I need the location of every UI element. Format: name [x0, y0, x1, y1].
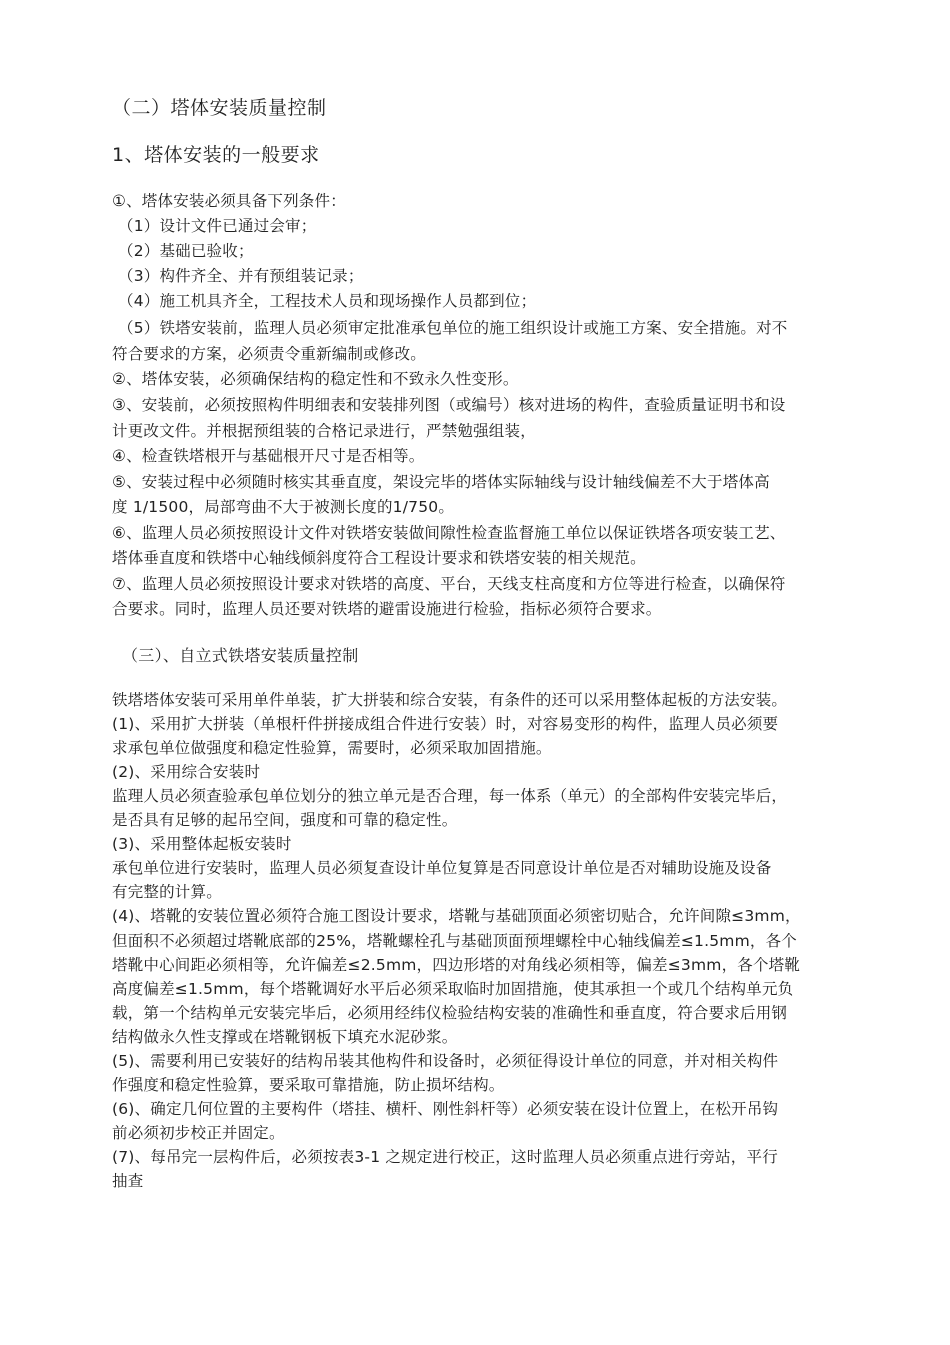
body-line: 前必须初步校正并固定。	[112, 1124, 285, 1142]
body-line: 有完整的计算。	[112, 883, 222, 901]
body-line: 但面积不必须超过塔靴底部的25%，塔靴螺栓孔与基础顶面预埋螺栓中心轴线偏差≤1.5mm，各个	[112, 932, 797, 950]
body-line: (7)、每吊完一层构件后，必须按表3-1 之规定进行校正，这时监理人员必须重点进行旁站，平行	[112, 1148, 778, 1166]
section-title-tower-installation-quality: （二）塔体安装质量控制	[112, 97, 327, 119]
body-line: (5)、需要利用已安装好的结构吊装其他构件和设备时，必须征得设计单位的同意，并对相关构件	[112, 1052, 779, 1070]
body-line: ②、塔体安装，必须确保结构的稳定性和不致永久性变形。	[112, 370, 519, 388]
body-line: 铁塔塔体安装可采用单件单装，扩大拼装和综合安装，有条件的还可以采用整体起板的方法安装。	[112, 691, 788, 709]
body-line: ③、安装前，必须按照构件明细表和安装排列图（或编号）核对进场的构件，查验质量证明书和设	[112, 396, 786, 414]
body-line: 塔靴中心间距必须相等，允许偏差≤2.5mm，四边形塔的对角线必须相等，偏差≤3mm，各个塔靴	[112, 956, 801, 974]
body-line: ⑦、监理人员必须按照设计要求对铁塔的高度、平台，天线支柱高度和方位等进行检查，以确保符	[112, 575, 786, 593]
body-line: （2）基础已验收；	[118, 242, 254, 260]
body-line: ⑤、安装过程中必须随时核实其垂直度，架设完毕的塔体实际轴线与设计轴线偏差不大于塔体高	[112, 473, 770, 491]
body-line: （4）施工机具齐全，工程技术人员和现场操作人员都到位；	[118, 292, 537, 310]
body-line: 计更改文件。并根据预组装的合格记录进行，严禁勉强组装，	[112, 422, 536, 440]
body-line: 度 1/1500，局部弯曲不大于被测长度的1/750。	[112, 498, 455, 516]
body-line: 结构做永久性支撑或在塔靴钢板下填充水泥砂浆。	[112, 1028, 458, 1046]
body-line: 是否具有足够的起吊空间，强度和可靠的稳定性。	[112, 811, 458, 829]
body-line: 求承包单位做强度和稳定性验算，需要时，必须采取加固措施。	[112, 739, 552, 757]
body-line: ①、塔体安装必须具备下列条件：	[112, 192, 346, 210]
body-line: （1）设计文件已通过会审；	[118, 217, 317, 235]
body-line: 符合要求的方案，必须责令重新编制或修改。	[112, 345, 427, 363]
body-line: 塔体垂直度和铁塔中心轴线倾斜度符合工程设计要求和铁塔安装的相关规范。	[112, 549, 646, 567]
body-line: ⑥、监理人员必须按照设计文件对铁塔安装做间隙性检查监督施工单位以保证铁塔各项安装工艺、	[112, 524, 786, 542]
subsection-title-general-requirements: 1、塔体安装的一般要求	[112, 144, 320, 166]
body-line: (4)、塔靴的安装位置必须符合施工图设计要求，塔靴与基础顶面必须密切贴合，允许间隙≤3mm，	[112, 907, 801, 925]
body-line: 合要求。同时，监理人员还要对铁塔的避雷设施进行检验，指标必须符合要求。	[112, 600, 662, 618]
body-line: ④、检查铁塔根开与基础根开尺寸是否相等。	[112, 447, 425, 465]
body-line: (3)、采用整体起板安装时	[112, 835, 292, 853]
body-line: (6)、确定几何位置的主要构件（塔挂、横杆、刚性斜杆等）必须安装在设计位置上，在松开吊钩	[112, 1100, 779, 1118]
body-line: 承包单位进行安装时，监理人员必须复查设计单位复算是否同意设计单位是否对辅助设施及设备	[112, 859, 772, 877]
body-line: (1)、采用扩大拼装（单根杆件拼接成组合件进行安装）时，对容易变形的构件，监理人员必须要	[112, 715, 779, 733]
body-line: (2)、采用综合安装时	[112, 763, 261, 781]
body-line: （3）构件齐全、并有预组装记录；	[118, 267, 364, 285]
body-line: 监理人员必须查验承包单位划分的独立单元是否合理，每一体系（单元）的全部构件安装完毕后，	[112, 787, 788, 805]
body-line: 抽查	[112, 1172, 144, 1190]
body-line: 作强度和稳定性验算，要采取可靠措施，防止损坏结构。	[112, 1076, 505, 1094]
section-title-self-supporting-tower: （三）、自立式铁塔安装质量控制	[122, 646, 359, 665]
body-line: 载，第一个结构单元安装完毕后，必须用经纬仪检验结构安装的准确性和垂直度，符合要求后用钢	[112, 1004, 788, 1022]
body-line: （5）铁塔安装前，监理人员必须审定批准承包单位的施工组织设计或施工方案、安全措施。对不	[118, 319, 788, 337]
body-line: 高度偏差≤1.5mm，每个塔靴调好水平后必须采取临时加固措施，使其承担一个或几个结构单元负	[112, 980, 794, 998]
